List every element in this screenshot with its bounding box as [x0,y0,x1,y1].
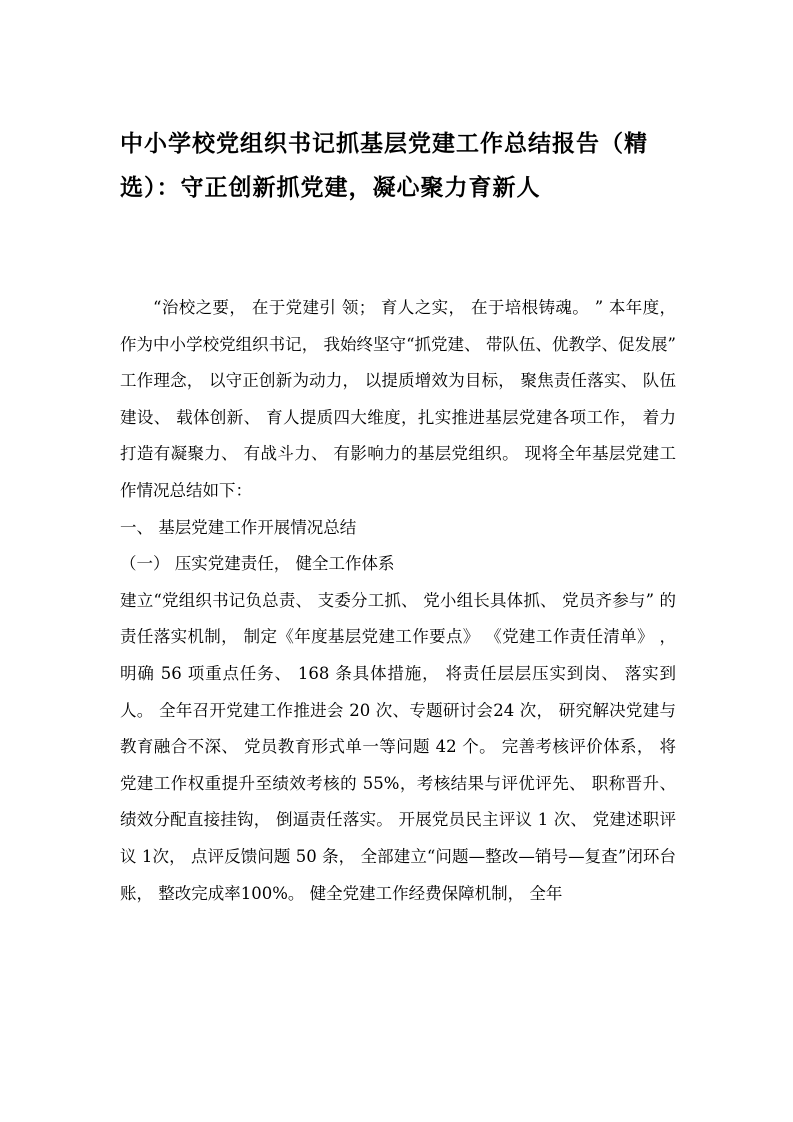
document-title: 中小学校党组织书记抓基层党建工作总结报告（精选）：守正创新抓党建，凝心聚力育新人 [120,130,648,201]
document-body [120,290,676,912]
intro-paragraph: “治校之要， 在于党建引 领； 育人之实， 在于培根铸魂。 ” 本年度，作为中小学校党组织书记， 我始终坚守“抓党建、 带队伍、优教学、促发展” 工作理念， 以守正创新为动力， 以提质增效为目标， 聚焦责任落实、 队伍建设、 载体创新、 育人提质四大维度，扎实推进基层党建各项工作， 着力打造有凝聚力、 有战斗力、 有影响力的基层党组织。 现将全年基层党建工作情况总结如下： [120,298,676,500]
section-heading: 一、 基层党建工作开展情况总结 [120,517,357,537]
subsection-heading: （一） 压实党建责任， 健全工作体系 [120,554,395,574]
body-paragraph: 建立“党组织书记负总责、 支委分工抓、 党小组长具体抓、 党员齐参与” 的责任落实机制， 制定《年度基层党建工作要点》 《党建工作责任清单》 ， 明确 56 项重点任务、 168 条具体措施， 将责任层层压实到岗、 落实到人。 全年召开党建工作推进会 20 次、专题研讨会24 次， 研究解决党建与教育融合不深、 党员教育形式单一等问题 42 个。 完善考核评价体系， 将党建工作权重提升至绩效考核的 55%，考核结果与评优评先、 职称晋升、 绩效分配直接挂钩， 倒逼责任落实。 开展党员民主评议 1 次、 党建述职评议 1次， 点评反馈问题 50 条， 全部建立“问题—整改—销号—复查”闭环台账， 整改完成率100%。 健全党建工作经费保障机制， 全年 [120,590,676,903]
